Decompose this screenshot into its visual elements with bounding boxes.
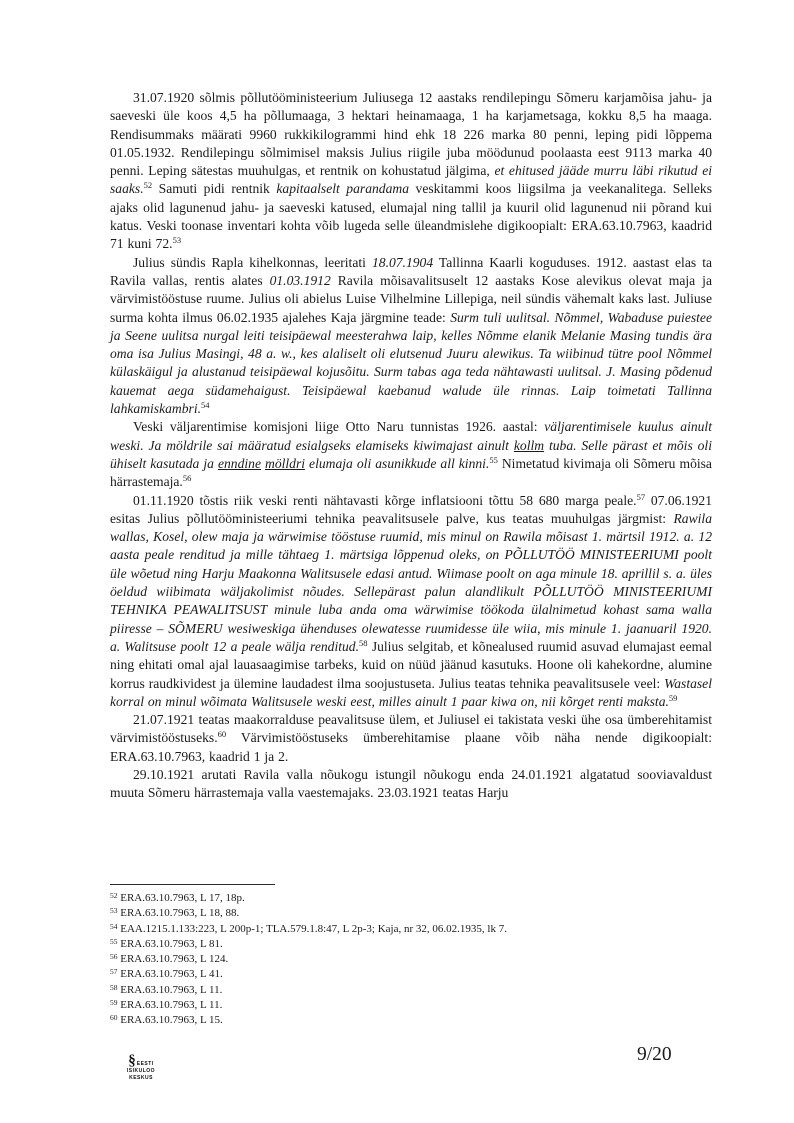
footnote [110, 983, 712, 998]
footnote-number: 52 [110, 891, 118, 900]
footnote-text: ERA.63.10.7963, L 124. [117, 953, 229, 966]
italic-text: Wastasel korral on minul wõimata Walitsusele weski eest, milles ainult 1 paar kiwa on, nii kõrget renti maksta. [110, 675, 712, 709]
footnote-number: 58 [110, 982, 118, 992]
body-text: 21.07.1921 teatas maakorralduse peavalitsuse ülem, et Juliusel ei takistata veski ühe osa ümberehitamist värvimistööstuseks. [110, 712, 712, 746]
body-text: Tallinna Kaarli koguduses. 1912. aastast elas ta Ravila vallas, rentis alates [110, 254, 712, 288]
logo-top-row [116, 1055, 166, 1068]
footnote-number: 56 [110, 952, 118, 962]
italic-underlined-text: kollm [513, 437, 545, 453]
italic-text: elumaja oli asunikkude all kinni. [305, 455, 490, 471]
paragraph [110, 766, 712, 803]
footnote-reference: 56 [182, 473, 192, 484]
body-text: Värvimistööstuseks ümberehitamise plaane võib näha nende digikoopialt: ERA.63.10.7963, kaadrid 1 ja 2. [110, 730, 712, 764]
body-text: veskitammi koos liigsilma ja veekanalitega. Selleks ajaks olid lagunenud jahu- ja saeveski katused, elumajal ning tallil ja kuuril olid lagunenud nii põrand kui katus. Veski toonase inventari kohta võib lugeda selle üleandmislehe digikoopialt: ERA.63.10.7963, kaadrid 71 kuni 72. [110, 181, 712, 252]
footnote-reference: 54 [201, 400, 210, 411]
body-text: 07.06.1921 esitas Julius põllutööministeeriumi tehnika peavalitsusele palve, kus teatas muuhulgas järgmist: [110, 492, 713, 526]
italic-text: tuba. Selle pärast et mõis oli ühiselt kasutada ja [110, 437, 712, 471]
footnote-text: ERA.63.10.7963, L 17, 18p. [117, 892, 245, 904]
italic-text: kapitaalselt parandama [276, 181, 409, 197]
footnote-text: EAA.1215.1.133:223, L 200p-1; TLA.579.1.8:47, L 2p-3; Kaja, nr 32, 06.02.1935, lk 7. [117, 922, 507, 935]
footnotes [110, 891, 712, 1029]
italic-underlined-text: mölldri [265, 455, 306, 471]
body-text: 29.10.1921 arutati Ravila valla nõukogu istungil nõukogu enda 24.01.1921 algatatud sooviavaldust muuta Sõmeru härrastemaja valla vaestemajaks. 23.03.1921 teatas Harju [110, 766, 712, 801]
footnote-separator [110, 884, 275, 885]
footnote [110, 906, 712, 921]
paragraph [110, 254, 712, 419]
footnote-reference: 52 [143, 180, 153, 191]
paragraph [110, 711, 712, 766]
italic-text: 01.03.1912 [269, 272, 331, 288]
footnote-number: 55 [110, 936, 118, 946]
footnote [110, 967, 712, 982]
footnote-reference: 53 [172, 235, 182, 246]
logo-word-keskus: KESKUS [129, 1075, 153, 1081]
body-text: Samuti pidi rentnik [152, 181, 277, 197]
logo-word-eesti: EESTI [136, 1061, 154, 1067]
footnote-number: 60 [110, 1013, 118, 1023]
footnote-text: ERA.63.10.7963, L 81. [117, 937, 223, 950]
footnote-text: ERA.63.10.7963, L 11. [117, 999, 223, 1012]
page-number: 9/20 [637, 1044, 672, 1065]
footnote [110, 998, 712, 1013]
footnote-text: ERA.63.10.7963, L 18, 88. [117, 907, 240, 920]
italic-underlined-text: enndine [217, 455, 261, 471]
footnote-number: 53 [110, 906, 118, 916]
footnote [110, 952, 712, 967]
footnote [110, 1013, 712, 1028]
footnote-text: ERA.63.10.7963, L 15. [117, 1014, 223, 1027]
footnote-reference: 58 [359, 637, 368, 648]
body-text: 01.11.1920 tõstis riik veski renti nähtavasti kõrge inflatsiooni tõttu 58 680 marga peale. [133, 492, 637, 508]
logo-word-isikuloo: ISIKULOO [126, 1068, 156, 1074]
footnote-number: 54 [110, 921, 118, 931]
footnote-text: ERA.63.10.7963, L 41. [117, 968, 223, 981]
paragraph [110, 89, 712, 254]
paragraph [110, 418, 712, 491]
body-text: Nimetatud kivimaja oli Sõmeru mõisa härrastemaja. [110, 455, 712, 490]
footnote-text: ERA.63.10.7963, L 11. [117, 983, 223, 996]
document-body [110, 89, 712, 803]
body-text: Veski väljarentimise komisjoni liige Otto Naru tunnistas 1926. aastal: [133, 419, 545, 435]
footnote-reference: 59 [668, 692, 678, 703]
italic-text: väljarentimisele kuulus ainult weski. Ja möldrile sai määratud esialgseks elamiseks kiwimajast ainult [110, 419, 712, 453]
italic-text: Surm tuli uulitsal. Nõmmel, Wabaduse puiestee ja Seene uulitsa nurgal leiti teisipäewal meesterahwa laip, kelles Nõmme elanik Melanie Masing tundis ära oma isa Julius Masingi, 48 a. w., kes alaliselt oli elutsenud Juuru alewikus. Ta wiibinud tütre pool Nõmmel külaskäigul ja alustanud teisipäewal kojusõitu. Surm tabas aga teda nähtawasti uulitsal. J. Masing põdenud kauemat aega südamehaigust. Teisipäewal kaebanud walude üle rinnas. Laip toimetati Tallinna lahkamiskambri. [110, 309, 712, 417]
italic-text: 18.07.1904 [371, 254, 434, 270]
footnote-number: 57 [110, 967, 118, 977]
body-text: Ravila mõisavalitsuselt 12 aastaks Kose alevikus olevat maja ja värvimistööstuse ruume. Julius oli abielus Luise Vilhelmine Lillepiga, neil sündis vähemalt kaks last. Juliuse surma kohta ilmus 06.02.1935 ajalehes Kaja järgmine teade: [110, 272, 712, 325]
body-text: 31.07.1920 sõlmis põllutööministeerium Juliusega 12 aastaks rendilepingu Sõmeru karjamõisa jahu- ja saeveski üle koos 4,5 ha põllumaaga, 3 hektari heinamaaga, 1 ha karjametsaga, kokku 8,5 ha maaga. Rendisummaks määrati 9960 rukkikilogrammi hind ehk 18 226 marka 80 penni, leping pidi lõppema 01.05.1932. Rendilepingu sõlmimisel maksis Julius riigile juba möödunud poolaasta eest 9113 marka 40 penni. Leping sätestas muuhulgas, et rentnik on kohustatud jälgima, [110, 90, 712, 179]
italic-text: Rawila wallas, Kosel, olew maja ja wärwimise tööstuse ruumid, mis minul on Rawila mõisast 1. märtsil 1912. a. 12 aasta peale renditud ja mille tähtaeg 1. märtsiga lõppenud oleks, on PÕLLUTÖÖ MINISTEERIUMI poolt üle wõetud ning Harju Maakonna Walitsusele edasi antud. Wiimase poolt on aga minule 18. aprillil s. a. üles öeldud wiibimata wäljakolimist nõudes. Sellepärast palun alandlikult PÕLLUTÖÖ MINISTEERIUMI TEHNIKA PEAWALITSUST minule luba anda oma wärwimise töökoda ülalnimetud kohast sama walla piiresse – SÕMERU wesiweskiga ühenduses olewatesse ruumidesse üle wiia, mis minule 1. jaanuaril 1920. a. Walitsuse poolt 12 a peale wälja renditud. [110, 510, 712, 654]
footnote [110, 937, 712, 952]
footnote-reference: 57 [636, 491, 646, 502]
footnote [110, 891, 712, 906]
paragraph [110, 492, 712, 712]
footnote-reference: 60 [217, 729, 227, 740]
publisher-logo [116, 1055, 166, 1082]
body-text: Julius selgitab, et kõnealused ruumid asuvad elumajast eemal ning ehitati omal ajal lauasaagimise tarbeks, kuid on nüüd jäänud kasutuks. Hoone oli kahekordne, alumine korrus raudkividest ja ülemine laudadest ilma soojustuseta. Julius teatas tehnika peavalitsusele veel: [110, 638, 712, 691]
italic-text: et ehitused jääde murru läbi rikutud ei saaks. [110, 163, 712, 197]
footnote-reference: 55 [489, 454, 498, 465]
body-text: Julius sündis Rapla kihelkonnas, leeritati [133, 254, 372, 270]
footnote [110, 922, 712, 937]
footnote-number: 59 [110, 998, 118, 1008]
section-sign-icon: § [128, 1053, 136, 1069]
